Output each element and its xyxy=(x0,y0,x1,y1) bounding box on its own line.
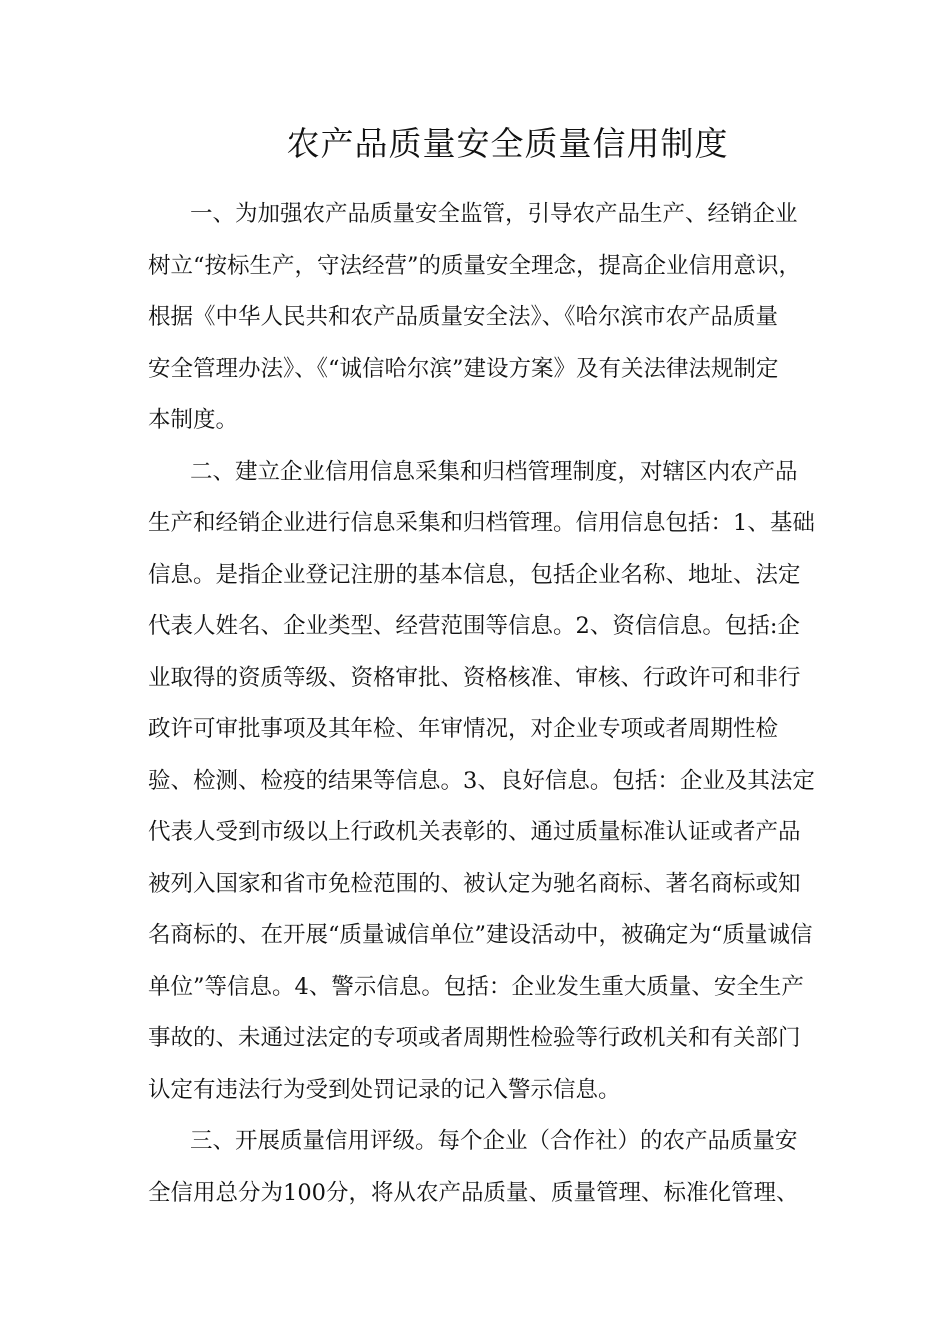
paragraph-line: 政许可审批事项及其年检、年审情况，对企业专项或者周期性检 xyxy=(148,716,779,742)
paragraph-line: 验、检测、检疫的结果等信息。3、良好信息。包括：企业及其法定 xyxy=(148,768,815,794)
paragraph-line: 一、为加强农产品质量安全监管，引导农产品生产、经销企业 xyxy=(190,201,798,227)
paragraph-line: 本制度。 xyxy=(148,407,239,433)
paragraph-line: 单位”等信息。4、警示信息。包括：企业发生重大质量、安全生产 xyxy=(148,974,804,1000)
paragraph-line: 事故的、未通过法定的专项或者周期性检验等行政机关和有关部门 xyxy=(148,1025,801,1051)
paragraph-line: 根据《中华人民共和农产品质量安全法》、《哈尔滨市农产品质量 xyxy=(148,304,779,330)
paragraph-line: 业取得的资质等级、资格审批、资格核准、审核、行政许可和非行 xyxy=(148,665,801,691)
paragraph-line: 二、建立企业信用信息采集和归档管理制度，对辖区内农产品 xyxy=(190,459,798,485)
paragraph-line: 名商标的、在开展“质量诚信单位”建设活动中，被确定为“质量诚信 xyxy=(148,922,813,948)
paragraph-line: 认定有违法行为受到处罚记录的记入警示信息。 xyxy=(148,1077,621,1103)
paragraph-line: 被列入国家和省市免检范围的、被认定为驰名商标、著名商标或知 xyxy=(148,871,801,897)
paragraph-line: 树立“按标生产，守法经营”的质量安全理念，提高企业信用意识， xyxy=(148,253,802,279)
paragraph-line: 安全管理办法》、《“诚信哈尔滨”建设方案》及有关法律法规制定 xyxy=(148,356,779,382)
paragraph-line: 代表人受到市级以上行政机关表彰的、通过质量标准认证或者产品 xyxy=(148,819,801,845)
paragraph-line: 全信用总分为100分，将从农产品质量、质量管理、标准化管理、 xyxy=(148,1180,799,1206)
page-title: 农产品质量安全质量信用制度 xyxy=(286,124,729,163)
paragraph-line: 生产和经销企业进行信息采集和归档管理。信用信息包括：1、基础 xyxy=(148,510,815,536)
paragraph-line: 三、开展质量信用评级。每个企业（合作社）的农产品质量安 xyxy=(190,1128,798,1154)
paragraph-line: 代表人姓名、企业类型、经营范围等信息。2、资信信息。包括:企 xyxy=(148,613,800,639)
paragraph-line: 信息。是指企业登记注册的基本信息，包括企业名称、地址、法定 xyxy=(148,562,801,588)
